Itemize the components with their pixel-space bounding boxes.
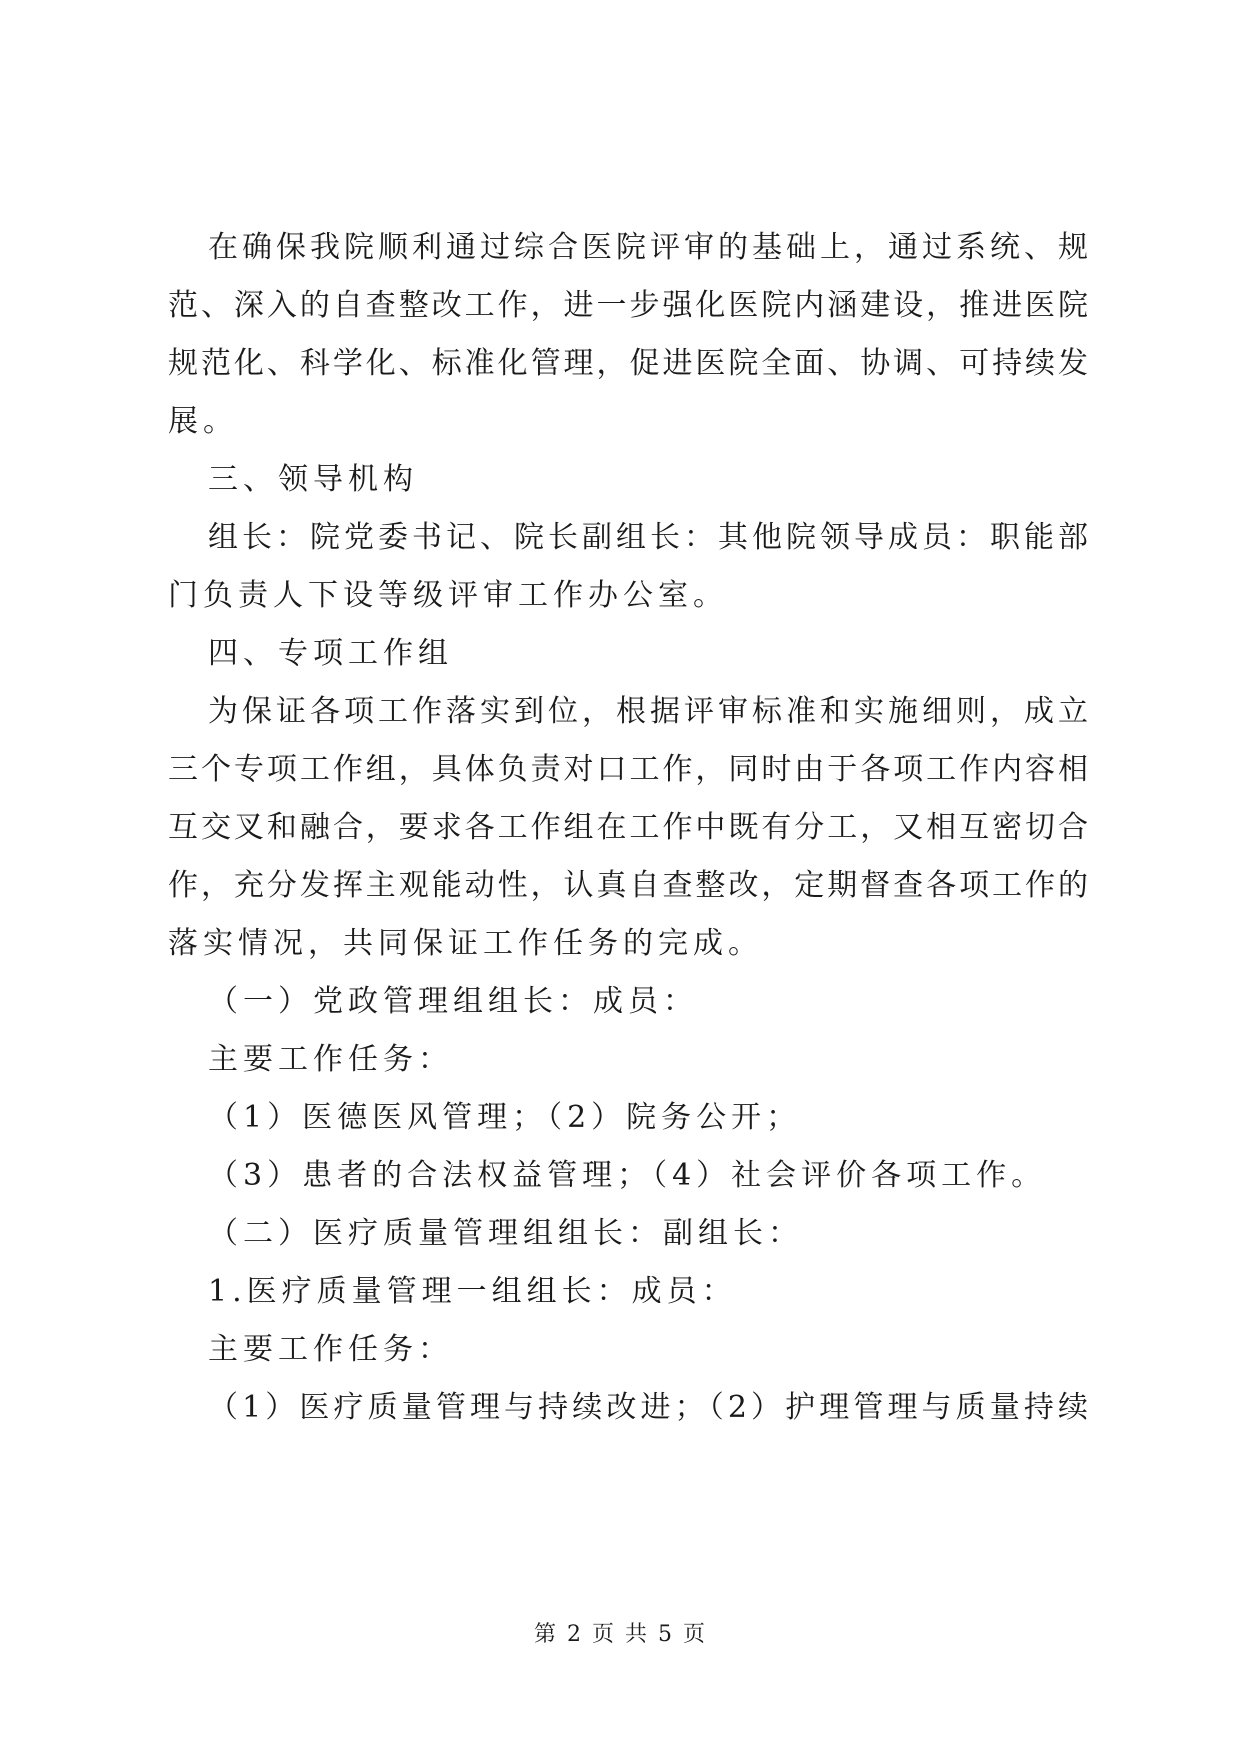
paragraph-line: 展。 [168,404,238,439]
task-item: （1）医疗质量管理与持续改进；（2）护理管理与质量持续 [208,1390,1088,1425]
paragraph-line: 作，充分发挥主观能动性，认真自查整改，定期督查各项工作的 [168,868,1088,903]
paragraph-line: 在确保我院顺利通过综合医院评审的基础上，通过系统、规 [208,230,1088,265]
task-item: （3）患者的合法权益管理；（4）社会评价各项工作。 [208,1158,1047,1193]
paragraph-line: 为保证各项工作落实到位，根据评审标准和实施细则，成立 [208,694,1088,729]
section-heading-leadership: 三、领导机构 [208,462,418,497]
paragraph-line: 组长：院党委书记、院长副组长：其他院领导成员：职能部 [208,520,1088,555]
group-heading-medical-quality: （二）医疗质量管理组组长：副组长： [208,1216,803,1251]
subgroup-heading: 1.医疗质量管理一组组长：成员： [208,1274,737,1309]
section-heading-working-groups: 四、专项工作组 [208,636,453,671]
group-heading-party-admin: （一）党政管理组组长：成员： [208,984,698,1019]
paragraph-line: 规范化、科学化、标准化管理，促进医院全面、协调、可持续发 [168,346,1088,381]
tasks-label: 主要工作任务： [208,1042,453,1077]
paragraph-line: 三个专项工作组，具体负责对口工作，同时由于各项工作内容相 [168,752,1088,787]
tasks-label: 主要工作任务： [208,1332,453,1367]
page-number-footer: 第 2 页 共 5 页 [534,1622,707,1647]
paragraph-line: 互交叉和融合，要求各工作组在工作中既有分工，又相互密切合 [168,810,1088,845]
paragraph-line: 范、深入的自查整改工作，进一步强化医院内涵建设，推进医院 [168,288,1088,323]
paragraph-line: 门负责人下设等级评审工作办公室。 [168,578,728,613]
task-item: （1）医德医风管理；（2）院务公开； [208,1100,802,1135]
paragraph-line: 落实情况，共同保证工作任务的完成。 [168,926,763,961]
